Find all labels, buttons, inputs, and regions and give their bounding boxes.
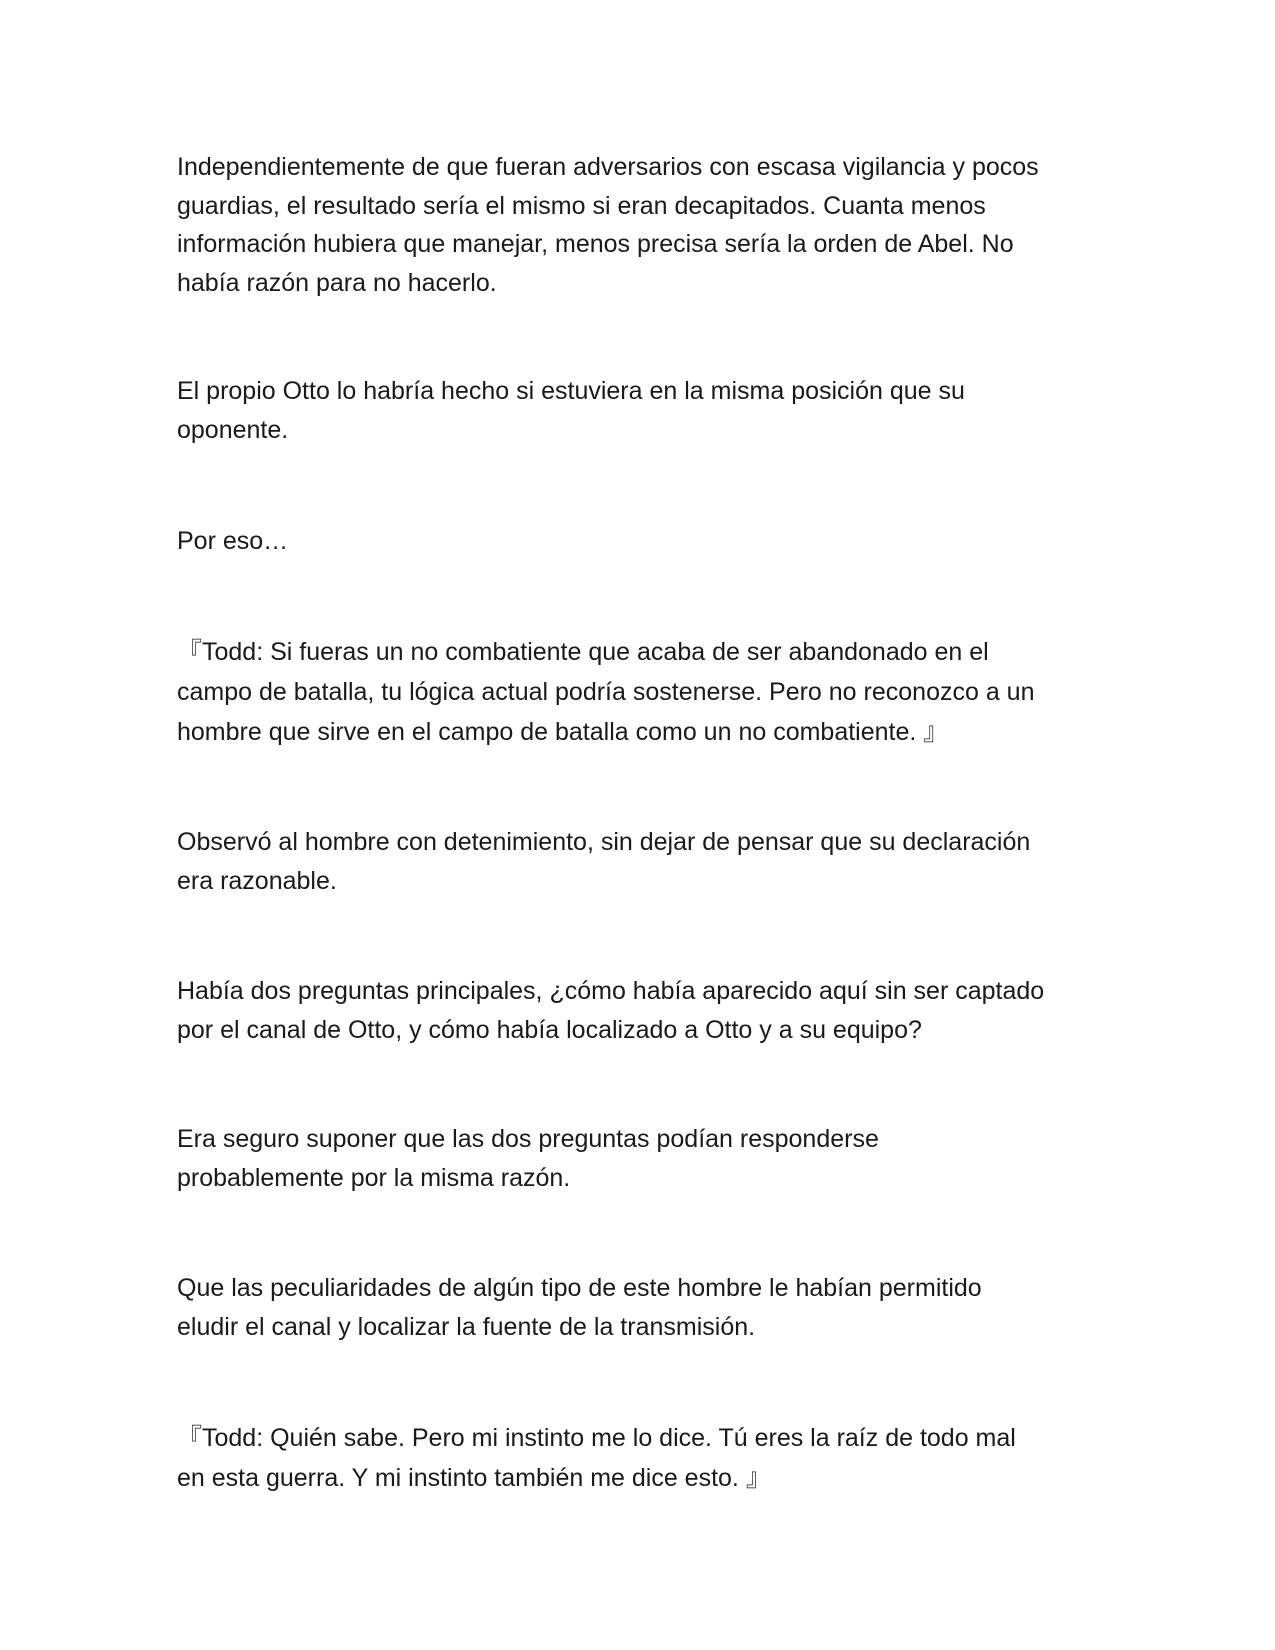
paragraph-line: campo de batalla, tu lógica actual podría sostenerse. Pero no reconozco a un xyxy=(177,678,1035,706)
paragraph-line: Observó al hombre con detenimiento, sin dejar de pensar que su declaración xyxy=(177,828,1031,856)
paragraph-line: eludir el canal y localizar la fuente de la transmisión. xyxy=(177,1312,756,1341)
paragraph-line: Había dos preguntas principales, ¿cómo había aparecido aquí sin ser captado xyxy=(177,977,1045,1005)
paragraph-2 xyxy=(177,372,1107,449)
paragraph-line: Que las peculiaridades de algún tipo de este hombre le habían permitido xyxy=(177,1274,982,1302)
paragraph-line: oponente. xyxy=(177,415,289,444)
paragraph-line: Por eso… xyxy=(177,527,289,555)
dialogue-todd-1 xyxy=(177,632,1107,752)
paragraph-line: guardias, el resultado sería el mismo si eran decapitados. Cuanta menos xyxy=(177,191,986,220)
paragraph-6 xyxy=(177,1120,1107,1197)
paragraph-line: 『Todd: Quién sabe. Pero mi instinto me lo dice. Tú eres la raíz de todo mal xyxy=(177,1424,1016,1452)
paragraph-line: por el canal de Otto, y cómo había localizado a Otto y a su equipo? xyxy=(177,1015,922,1044)
paragraph-line: en esta guerra. Y mi instinto también me dice esto. 』 xyxy=(177,1464,771,1492)
paragraph-4 xyxy=(177,823,1107,900)
paragraph-1 xyxy=(177,148,1107,302)
paragraph-line: era razonable. xyxy=(177,866,337,895)
paragraph-5 xyxy=(177,972,1107,1049)
paragraph-line: Independientemente de que fueran adversarios con escasa vigilancia y pocos xyxy=(177,153,1039,181)
dialogue-todd-2 xyxy=(177,1418,1107,1498)
paragraph-line: información hubiera que manejar, menos precisa sería la orden de Abel. No xyxy=(177,230,1014,258)
paragraph-line: 『Todd: Si fueras un no combatiente que acaba de ser abandonado en el xyxy=(177,638,989,666)
paragraph-line: Era seguro suponer que las dos preguntas podían responderse xyxy=(177,1125,879,1153)
paragraph-line: hombre que sirve en el campo de batalla como un no combatiente. 』 xyxy=(177,718,949,746)
paragraph-line: había razón para no hacerlo. xyxy=(177,268,497,297)
paragraph-line: probablemente por la misma razón. xyxy=(177,1163,571,1192)
paragraph-3 xyxy=(177,522,1107,561)
paragraph-7 xyxy=(177,1269,1107,1346)
paragraph-line: El propio Otto lo habría hecho si estuviera en la misma posición que su xyxy=(177,377,965,405)
